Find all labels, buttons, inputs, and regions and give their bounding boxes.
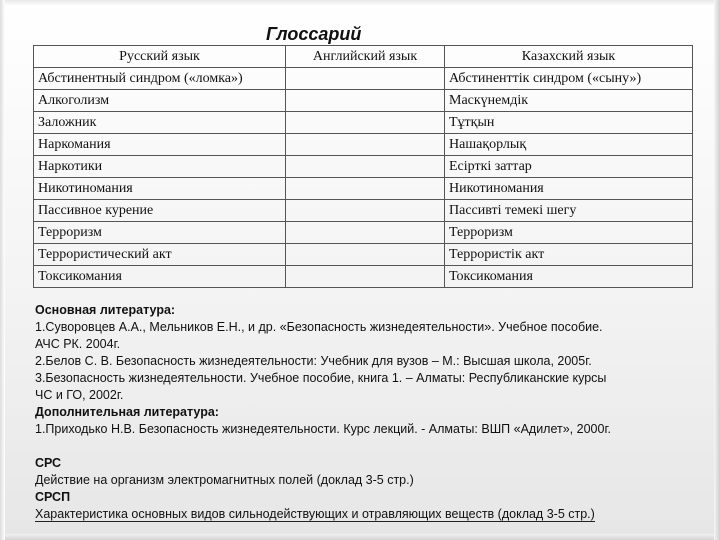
table-row: [34, 244, 693, 266]
cell-kazakh: Абстиненттік синдром («сыну»): [445, 68, 693, 90]
cell-russian: Заложник: [34, 112, 286, 134]
cell-russian: Терроризм: [34, 222, 286, 244]
table-row: [34, 222, 693, 244]
main-literature-item: АЧС РК. 2004г.: [35, 337, 121, 351]
cell-english: [286, 222, 445, 244]
cell-kazakh: Терроризм: [445, 222, 693, 244]
cell-english: [286, 156, 445, 178]
cell-russian: Никотиномания: [34, 178, 286, 200]
cell-kazakh: Токсикомания: [445, 266, 693, 288]
main-literature-item: ЧС и ГО, 2002г.: [35, 388, 124, 402]
literature-section: [35, 302, 695, 523]
cell-kazakh: Нашақорлық: [445, 134, 693, 156]
cell-english: [286, 244, 445, 266]
cell-english: [286, 266, 445, 288]
table-row: [34, 134, 693, 156]
table-row: [34, 112, 693, 134]
cell-kazakh: Никотиномания: [445, 178, 693, 200]
cell-russian: Террористический акт: [34, 244, 286, 266]
slide-frame-top: [0, 0, 720, 6]
cell-kazakh: Тұтқын: [445, 112, 693, 134]
header-russian: Русский язык: [34, 46, 286, 68]
cell-english: [286, 112, 445, 134]
section-spacer: [35, 438, 695, 455]
table-row: [34, 178, 693, 200]
cell-russian: Абстинентный синдром («ломка»): [34, 68, 286, 90]
cell-english: [286, 200, 445, 222]
table-row: [34, 200, 693, 222]
cell-russian: Наркотики: [34, 156, 286, 178]
cell-english: [286, 178, 445, 200]
header-kazakh: Казахский язык: [445, 46, 693, 68]
extra-literature-item: 1.Приходько Н.В. Безопасность жизнедеятельности. Курс лекций. - Алматы: ВШП «Адилет», 2000г.: [35, 422, 611, 436]
cell-kazakh: Маскүнемдік: [445, 90, 693, 112]
main-literature-item: 3.Безопасность жизнедеятельности. Учебное пособие, книга 1. – Алматы: Республиканские курсы: [35, 371, 607, 385]
glossary-table: [33, 45, 693, 288]
srs-heading: СРС: [35, 456, 62, 470]
slide-frame-left: [0, 0, 5, 540]
main-literature-item: 1.Суворовцев А.А., Мельников Е.Н., и др. «Безопасность жизнедеятельности». Учебное пособие.: [35, 320, 603, 334]
slide-frame-bottom: [0, 534, 720, 540]
extra-literature-heading: Дополнительная литература:: [35, 405, 219, 419]
cell-russian: Токсикомания: [34, 266, 286, 288]
srsp-heading: СРСП: [35, 490, 71, 504]
cell-kazakh: Террористік акт: [445, 244, 693, 266]
cell-kazakh: Пассивті темекі шегу: [445, 200, 693, 222]
cell-russian: Наркомания: [34, 134, 286, 156]
main-literature-heading: Основная литература:: [35, 303, 176, 317]
cell-russian: Пассивное курение: [34, 200, 286, 222]
header-english: Английский язык: [286, 46, 445, 68]
cell-english: [286, 90, 445, 112]
slide-frame-right: [714, 0, 720, 540]
cell-russian: Алкоголизм: [34, 90, 286, 112]
page-title: Глоссарий: [266, 24, 362, 44]
srsp-text: Характеристика основных видов сильнодействующих и отравляющих веществ (доклад 3-5 стр.): [35, 507, 595, 521]
srs-text: Действие на организм электромагнитных полей (доклад 3-5 стр.): [35, 473, 414, 487]
main-literature-item: 2.Белов С. В. Безопасность жизнедеятельности: Учебник для вузов – М.: Высшая школа, 2005г.: [35, 354, 592, 368]
table-row: [34, 90, 693, 112]
cell-english: [286, 68, 445, 90]
cell-kazakh: Есірткі заттар: [445, 156, 693, 178]
cell-english: [286, 134, 445, 156]
table-header-row: [34, 46, 693, 68]
srsp-line: [35, 506, 695, 523]
table-row: [34, 266, 693, 288]
table-row: [34, 68, 693, 90]
table-row: [34, 156, 693, 178]
